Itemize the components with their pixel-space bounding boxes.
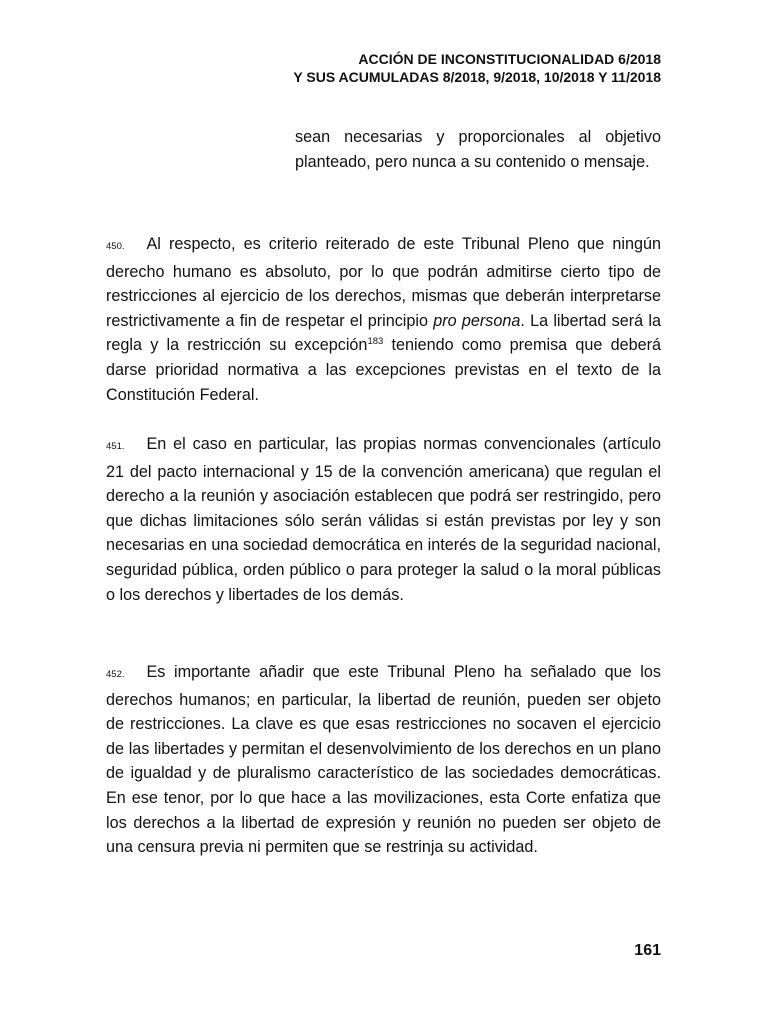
- paragraph-number: 452.: [106, 669, 125, 680]
- header-line-1: ACCIÓN DE INCONSTITUCIONALIDAD 6/2018: [358, 51, 661, 67]
- paragraph-text: Al respecto, es criterio reiterado de este Tribunal Pleno que ningún derecho humano es absoluto, por lo que podrán admitirse cierto tipo de restricciones al ejercicio de los derechos, mismas que deberán interpretarse restrictivamente a fin de respetar el principio: [106, 235, 661, 330]
- document-header: [293, 50, 661, 86]
- paragraph-number: 451.: [106, 441, 125, 452]
- footnote-reference[interactable]: 183: [367, 336, 384, 348]
- paragraph-text: . La libertad será la regla y la restricción su excepción: [106, 311, 661, 355]
- paragraph-number: 450.: [106, 241, 125, 252]
- quote-text: sean necesarias y proporcionales al objetivo planteado, pero nunca a su contenido o mensaje.: [295, 128, 661, 171]
- page-number: 161: [634, 942, 661, 959]
- paragraph-451: [106, 432, 661, 607]
- paragraph-text: En el caso en particular, las propias normas convencionales (artículo 21 del pacto internacional y 15 de la convención americana) que regulan el derecho a la reunión y asociación establecen que podrá ser restringido, pero que dichas limitaciones sólo serán válidas si están previstas por ley y son necesarias en una sociedad democrática en interés de la seguridad nacional, seguridad pública, orden público o para proteger la salud o la moral públicas o los derechos y libertades de los demás.: [106, 435, 661, 604]
- paragraph-452: [106, 660, 661, 860]
- paragraph-text: teniendo como premisa que deberá darse prioridad normativa a las excepciones previstas en el texto de la Constitución Federal.: [106, 336, 661, 404]
- header-line-2: Y SUS ACUMULADAS 8/2018, 9/2018, 10/2018 Y 11/2018: [293, 69, 661, 85]
- quoted-paragraph: [295, 125, 661, 174]
- italic-term: pro persona: [433, 311, 521, 330]
- paragraph-450: [106, 232, 661, 407]
- paragraph-text: Es importante añadir que este Tribunal Pleno ha señalado que los derechos humanos; en particular, la libertad de reunión, pueden ser objeto de restricciones. La clave es que esas restricciones no socaven el ejercicio de las libertades y permitan el desenvolvimiento de los derechos en un plano de igualdad y de pluralismo característico de las sociedades democráticas. En ese tenor, por lo que hace a las movilizaciones, esta Corte enfatiza que los derechos a la libertad de expresión y reunión no pueden ser objeto de una censura previa ni permiten que se restrinja su actividad.: [106, 663, 661, 857]
